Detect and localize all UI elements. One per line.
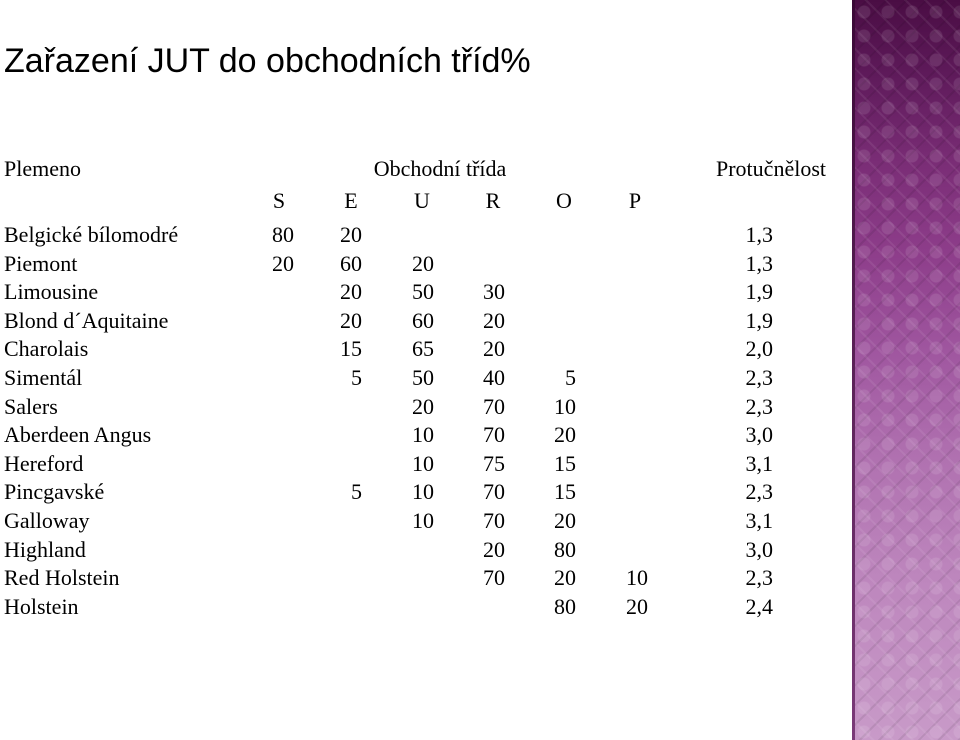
- table-cell-fattiness: 2,0: [745, 336, 773, 361]
- grade-header-o: O: [556, 188, 572, 213]
- table-cell-r: 20: [483, 537, 505, 562]
- table-row-breed: Pincgavské: [4, 479, 105, 504]
- table-cell-fattiness: 2,3: [745, 479, 773, 504]
- table-cell-u: 10: [412, 422, 434, 447]
- table-cell-e: 20: [340, 308, 362, 333]
- table-row-breed: Simentál: [4, 365, 83, 390]
- table-cell-u: 60: [412, 308, 434, 333]
- table-row-breed: Aberdeen Angus: [4, 422, 152, 447]
- grade-header-e: E: [344, 188, 358, 213]
- table-cell-s: 20: [272, 251, 294, 276]
- table-cell-e: 5: [351, 479, 362, 504]
- table-cell-fattiness: 1,9: [745, 308, 773, 333]
- table-cell-fattiness: 3,0: [745, 422, 773, 447]
- table-cell-e: 20: [340, 222, 362, 247]
- table-cell-o: 15: [554, 479, 576, 504]
- grade-header-s: S: [272, 188, 286, 213]
- table-row-breed: Salers: [4, 394, 58, 419]
- table-cell-r: 30: [483, 279, 505, 304]
- table-cell-o: 20: [554, 565, 576, 590]
- header-fattiness: Protučnělost: [716, 156, 826, 181]
- table-cell-fattiness: 1,3: [745, 222, 773, 247]
- table-cell-fattiness: 1,3: [745, 251, 773, 276]
- table-row-breed: Red Holstein: [4, 565, 120, 590]
- table-row-breed: Galloway: [4, 508, 90, 533]
- table-cell-u: 20: [412, 394, 434, 419]
- table-cell-s: 80: [272, 222, 294, 247]
- slide-title: Zařazení JUT do obchodních tříd%: [4, 42, 531, 80]
- table-row-breed: Blond d´Aquitaine: [4, 308, 169, 333]
- table-cell-o: 15: [554, 451, 576, 476]
- table-row-breed: Highland: [4, 537, 86, 562]
- table-cell-p: 20: [626, 594, 648, 619]
- table-cell-o: 80: [554, 594, 576, 619]
- grade-header-r: R: [485, 188, 501, 213]
- table-cell-u: 10: [412, 479, 434, 504]
- table-cell-o: 20: [554, 422, 576, 447]
- table-cell-r: 40: [483, 365, 505, 390]
- table-cell-r: 20: [483, 336, 505, 361]
- table-cell-o: 5: [565, 365, 576, 390]
- table-cell-fattiness: 2,3: [745, 565, 773, 590]
- table-row-breed: Limousine: [4, 279, 99, 304]
- table-cell-e: 20: [340, 279, 362, 304]
- table-row-breed: Piemont: [4, 251, 78, 276]
- table-cell-fattiness: 3,0: [745, 537, 773, 562]
- table-cell-o: 20: [554, 508, 576, 533]
- table-cell-fattiness: 1,9: [745, 279, 773, 304]
- table-cell-u: 50: [412, 279, 434, 304]
- table-cell-r: 75: [483, 451, 505, 476]
- decorative-side-panel: [852, 0, 960, 740]
- table-row-breed: Holstein: [4, 594, 79, 619]
- table-row-breed: Charolais: [4, 336, 89, 361]
- table-cell-e: 60: [340, 251, 362, 276]
- table-cell-u: 50: [412, 365, 434, 390]
- table-cell-e: 5: [351, 365, 362, 390]
- table-cell-r: 70: [483, 565, 505, 590]
- table-cell-u: 65: [412, 336, 434, 361]
- table-cell-u: 20: [412, 251, 434, 276]
- table-cell-r: 20: [483, 308, 505, 333]
- table-row-breed: Belgické bílomodré: [4, 222, 179, 247]
- table-cell-r: 70: [483, 394, 505, 419]
- header-breed: Plemeno: [4, 156, 81, 181]
- table-cell-e: 15: [340, 336, 362, 361]
- table-cell-fattiness: 2,4: [745, 594, 773, 619]
- table-cell-fattiness: 2,3: [745, 394, 773, 419]
- grade-header-p: P: [628, 188, 642, 213]
- table-cell-fattiness: 3,1: [745, 451, 773, 476]
- table-cell-o: 80: [554, 537, 576, 562]
- table-row-breed: Hereford: [4, 451, 84, 476]
- table-cell-r: 70: [483, 508, 505, 533]
- table-cell-fattiness: 2,3: [745, 365, 773, 390]
- table-cell-r: 70: [483, 422, 505, 447]
- grade-header-u: U: [414, 188, 430, 213]
- table-cell-u: 10: [412, 508, 434, 533]
- table-cell-r: 70: [483, 479, 505, 504]
- header-class-group: Obchodní třída: [373, 156, 507, 181]
- table-cell-o: 10: [554, 394, 576, 419]
- table-cell-u: 10: [412, 451, 434, 476]
- table-cell-p: 10: [626, 565, 648, 590]
- table-cell-fattiness: 3,1: [745, 508, 773, 533]
